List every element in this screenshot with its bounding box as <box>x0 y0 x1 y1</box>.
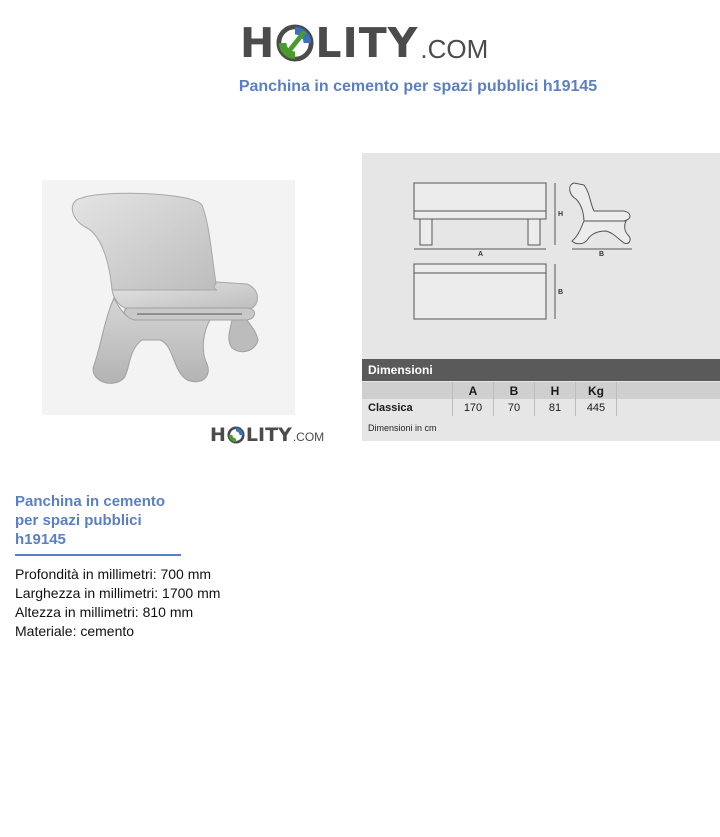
table-header-cell: B <box>494 382 535 399</box>
table-header-cell: H <box>535 382 576 399</box>
logo-letters-lity: LITY <box>315 19 419 67</box>
dimension-sheet[interactable] <box>362 153 720 441</box>
photo-logo-wordmark <box>210 426 292 445</box>
dimensions-table <box>362 382 720 416</box>
logo-o-icon <box>276 24 314 62</box>
value-cell: 445 <box>576 399 617 416</box>
dim-label-b2: B <box>558 289 564 296</box>
value-cell: 170 <box>453 399 494 416</box>
logo-letter-h: H <box>240 19 276 67</box>
bench-image <box>42 180 295 415</box>
dim-label-b: B <box>599 251 605 258</box>
product-title-line: h19145 <box>15 531 66 548</box>
product-photo[interactable] <box>42 180 295 415</box>
photo-logo-suffix: .COM <box>292 430 325 444</box>
property-depth: Profondità in millimetri: 700 mm <box>15 566 212 582</box>
property-width: Larghezza in millimetri: 1700 mm <box>15 585 221 601</box>
photo-logo-letters-lity: LITY <box>245 424 292 446</box>
table-filler-cell <box>617 399 720 416</box>
value-cell: 81 <box>535 399 576 416</box>
title-underline <box>15 554 181 556</box>
page-title: Panchina in cemento per spazi pubblici h19145 <box>238 78 598 95</box>
value-cell: 70 <box>494 399 535 416</box>
units-note: Dimensioni in cm <box>368 423 437 433</box>
photo-watermark-logo <box>210 426 324 445</box>
table-filler-cell <box>617 382 720 399</box>
photo-logo-letter-h: H <box>210 424 226 446</box>
product-properties <box>15 565 220 641</box>
property-material: Materiale: cemento <box>15 623 135 639</box>
table-header-row <box>362 382 720 399</box>
product-title-line: Panchina in cemento <box>15 493 166 510</box>
product-title-line: per spazi pubblici <box>15 512 142 529</box>
model-name-cell: Classica <box>362 399 453 416</box>
site-logo[interactable] <box>240 14 489 67</box>
dimensions-header: Dimensioni <box>362 359 720 381</box>
logo-wordmark <box>240 19 419 67</box>
table-header-cell: A <box>453 382 494 399</box>
technical-drawing <box>362 153 720 353</box>
dim-label-h: H <box>558 211 564 218</box>
table-header-cell <box>362 382 453 399</box>
logo-suffix: .COM <box>420 34 489 64</box>
table-row <box>362 399 720 416</box>
product-title <box>15 492 215 549</box>
table-header-cell: Kg <box>576 382 617 399</box>
property-height: Altezza in millimetri: 810 mm <box>15 604 194 620</box>
photo-logo-o-icon <box>227 426 245 444</box>
dim-label-a: A <box>478 251 484 258</box>
